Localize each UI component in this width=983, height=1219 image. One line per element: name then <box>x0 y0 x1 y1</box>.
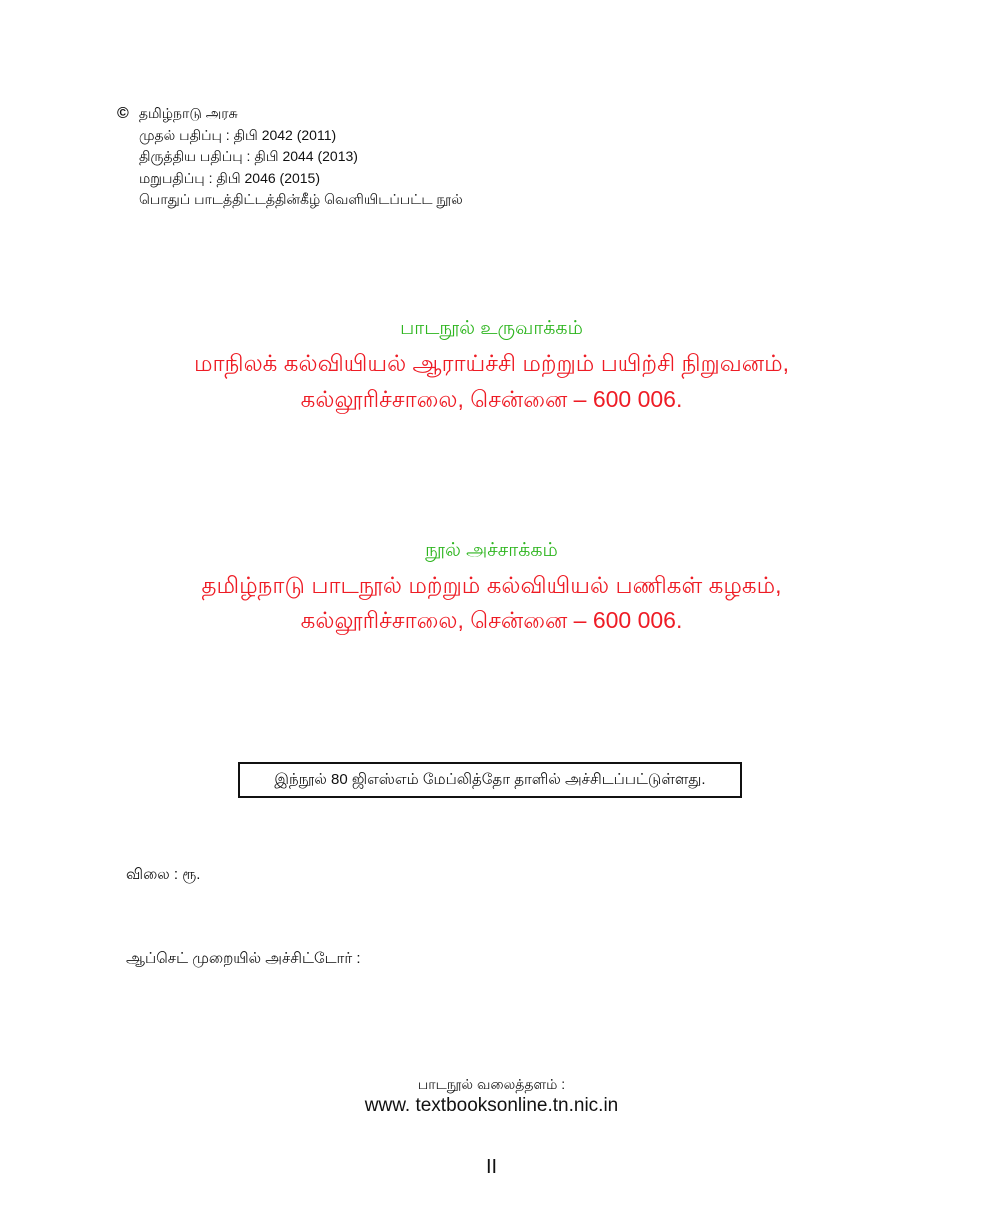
website-label: பாடநூல் வலைத்தளம் : <box>417 1076 566 1092</box>
paper-note-box <box>238 762 742 798</box>
price-label: விலை : ரூ. <box>126 866 201 883</box>
revised-edition: திருத்திய பதிப்பு : திபி 2044 (2013) <box>139 148 358 164</box>
printing-heading: நூல் அச்சாக்கம் <box>425 540 558 561</box>
first-edition: முதல் பதிப்பு : திபி 2042 (2011) <box>139 126 337 143</box>
copyright-block <box>117 103 463 211</box>
preparation-address: கல்லூரிச்சாலை, சென்னை – 600 006. <box>300 386 683 412</box>
printing-address: கல்லூரிச்சாலை, சென்னை – 600 006. <box>300 607 683 633</box>
preparation-heading: பாடநூல் உருவாக்கம் <box>400 318 583 339</box>
copyright-holder: தமிழ்நாடு அரசு <box>138 105 238 121</box>
website-url: www. textbooksonline.tn.nic.in <box>364 1095 619 1116</box>
printing-name: தமிழ்நாடு பாடநூல் மற்றும் கல்வியியல் பணிகள் கழகம், <box>201 572 782 598</box>
paper-note: இந்நூல் 80 ஜிஎஸ்எம் மேப்லித்தோ தாளில் அச்சிடப்பட்டுள்ளது. <box>274 771 706 788</box>
printer-label: ஆப்செட் முறையில் அச்சிட்டோர் : <box>126 950 361 967</box>
page-number: II <box>485 1156 498 1178</box>
reprint: மறுபதிப்பு : திபி 2046 (2015) <box>139 169 320 186</box>
syllabus-note: பொதுப் பாடத்திட்டத்தின்கீழ் வெளியிடப்பட்ட நூல் <box>139 191 463 207</box>
preparation-name: மாநிலக் கல்வியியல் ஆராய்ச்சி மற்றும் பயிற்சி நிறுவனம், <box>194 350 789 376</box>
copyright-symbol: © <box>117 105 129 122</box>
